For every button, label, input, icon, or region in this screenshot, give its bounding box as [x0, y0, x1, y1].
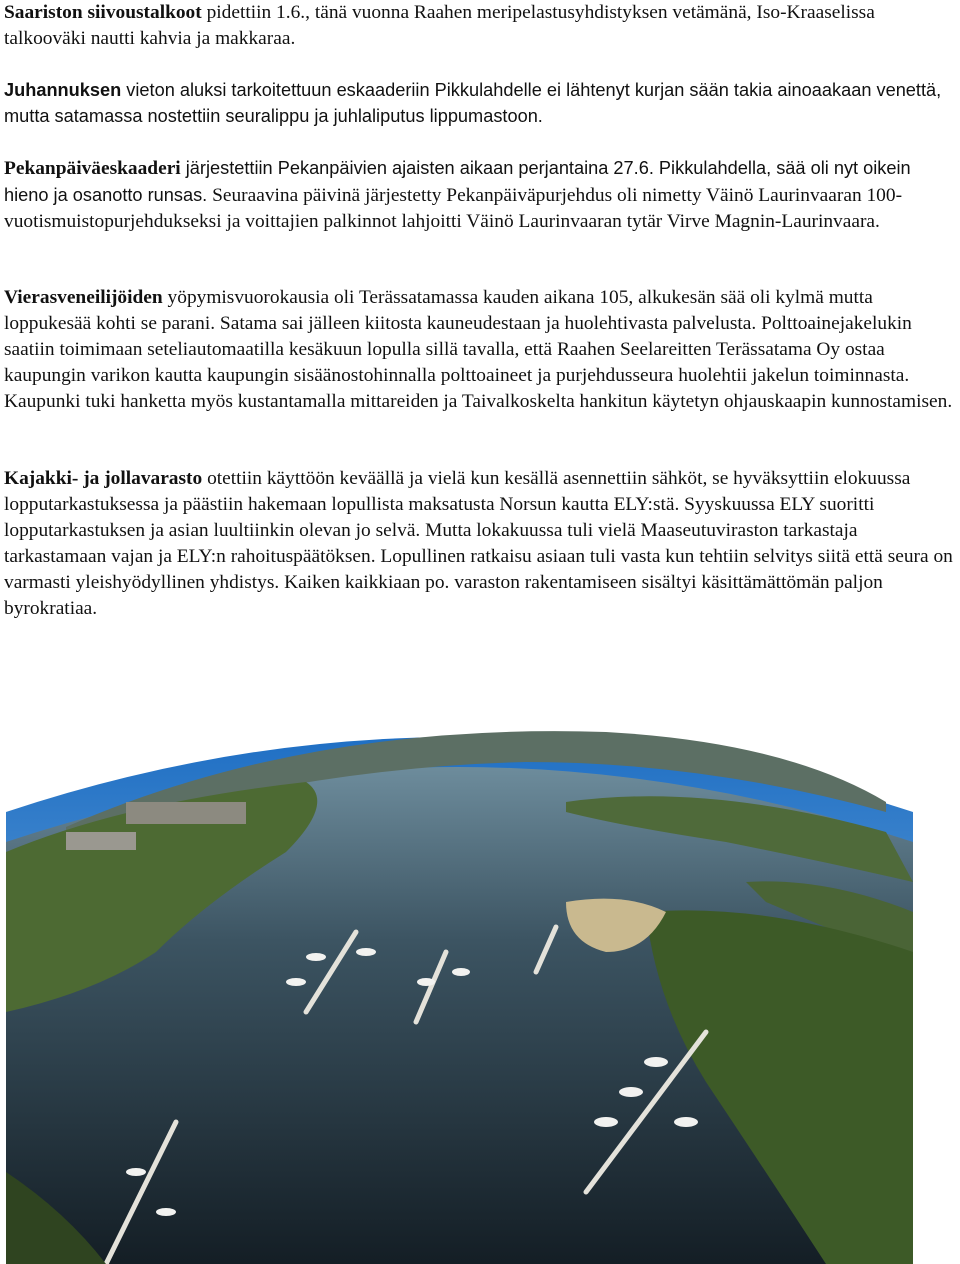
- paragraph-lead: Kajakki- ja jollavarasto: [4, 468, 203, 489]
- paragraph-cleanup: [4, 0, 956, 52]
- paragraph-lead: Juhannuksen: [4, 80, 122, 100]
- paragraph-kayak-storage: [4, 466, 956, 622]
- paragraph-lead: Saariston siivoustalkoot: [4, 2, 202, 23]
- aerial-harbor-photo-icon: [6, 652, 913, 1264]
- paragraph-pekanpaiva: [4, 155, 956, 235]
- paragraph-text: yöpymisvuorokausia oli Terässatamassa kauden aikana 105, alkukesän sää oli kylmä mutta loppukesää kohti se parani. Satama sai jälleen kiitosta kauneudestaan ja huolehtivasta palvelusta. Polttoainejakelukin saatiin toimimaan seteliautomaatilla kesäkuun lopulla sillä tavalla, että Raahen Seelareitten Terässatama Oy ostaa kaupungin varikon kautta kaupungin sisäänostohinnalla polttoaineet ja purjehdusseura huolehtii jakelun toiminnasta. Kaupunki tuki hanketta myös kustantamalla mittareiden ja Taivalkoskelta hankitun käytetyn ohjauskaapin kunnostamisen.: [4, 287, 953, 412]
- paragraph-guest-boaters: [4, 285, 956, 415]
- paragraph-lead: Vierasveneilijöiden: [4, 287, 163, 308]
- paragraph-text: vieton aluksi tarkoitettuun eskaaderiin Pikkulahdelle ei lähtenyt kurjan sään takia ainoaakaan venettä, mutta satamassa nostettiin seuralippu ja juhlaliputus lippumastoon.: [4, 80, 942, 126]
- paragraph-text-continued: Seuraavina päivinä järjestetty Pekanpäiväpurjehdus oli nimetty Väinö Laurinvaaran 100-vuotismuistopurjehdukseksi ja voittajien palkinnot lahjoitti Väinö Laurinvaaran tytär Virve Magnin-Laurinvaara.: [4, 185, 903, 232]
- paragraph-text: otettiin käyttöön keväällä ja vielä kun kesällä asennettiin sähköt, se hyväksyttiin elokuussa lopputarkastuksessa ja päästiin hakemaan lopullista maksatusta Norsun kautta ELY:stä. Syyskuussa ELY suoritti lopputarkastuksen ja asian luultiinkin olevan jo selvä. Mutta lokakuussa tuli vielä Maaseutuviraston tarkastaja tarkastamaan vajan ja ELY:n rahoituspäätöksen. Lopullinen ratkaisu asiaan tuli vasta kun tehtiin selvitys siitä että seura on varmasti yleishyödyllinen yhdistys. Kaiken kaikkiaan po. varaston rakentamiseen sisältyi käsittämättömän paljon byrokratiaa.: [4, 468, 953, 619]
- paragraph-text: pidettiin 1.6., tänä vuonna Raahen meripelastusyhdistyksen vetämänä, Iso-Kraaselissa talkooväki nautti kahvia ja makkaraa.: [4, 2, 875, 49]
- aerial-harbor-illustration: [6, 652, 913, 1264]
- paragraph-midsummer: [4, 77, 956, 129]
- paragraph-text: järjestettiin Pekanpäivien ajaisten aikaan perjantaina 27.6. Pikkulahdella, sää oli nyt oikein hieno ja osanotto runsas.: [4, 158, 911, 205]
- paragraph-lead: Pekanpäiväeskaaderi: [4, 158, 181, 179]
